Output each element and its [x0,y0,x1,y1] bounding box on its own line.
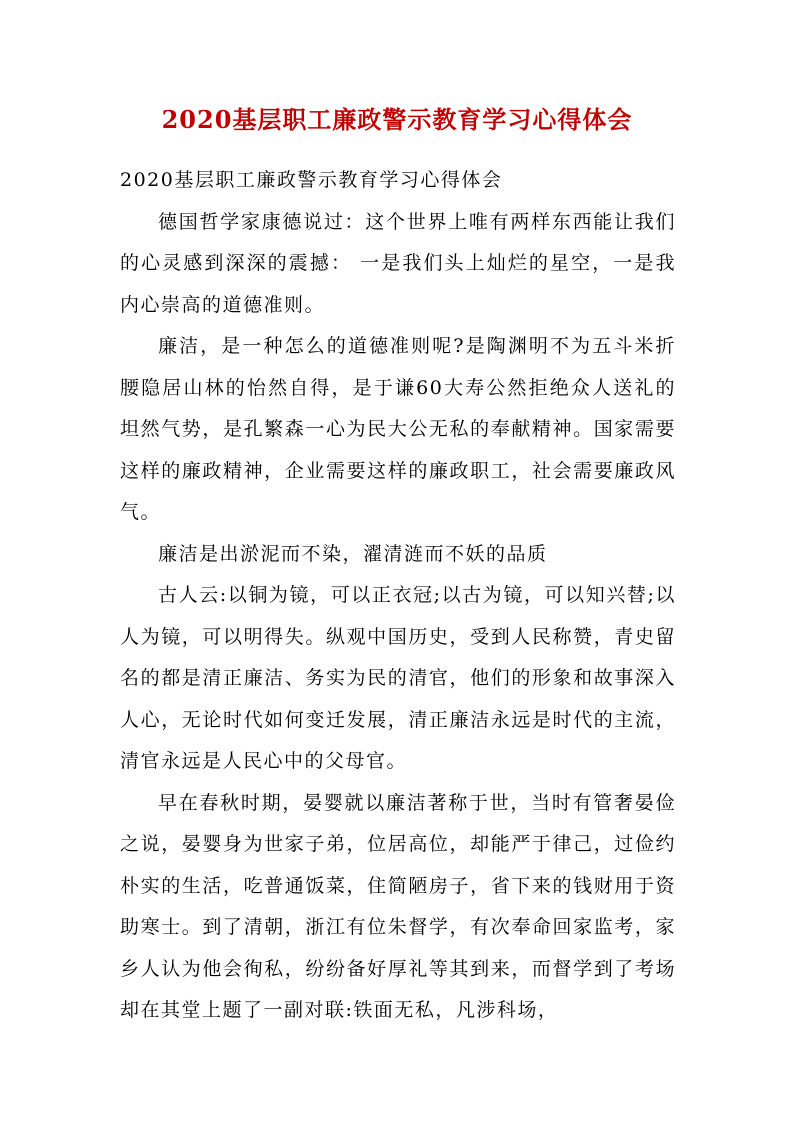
paragraph: 廉洁，是一种怎么的道德准则呢?是陶渊明不为五斗米折腰隐居山林的怡然自得，是于谦60大寿公然拒绝众人送礼的坦然气势，是孔繁森一心为民大公无私的奉献精神。国家需要这样的廉政精神，企业需要这样的廉政职工，社会需要廉政风气。 [120,335,676,523]
paragraph: 廉洁是出淤泥而不染，濯清涟而不妖的品质 [158,542,548,565]
paragraph: 早在春秋时期，晏婴就以廉洁著称于世，当时有管奢晏俭之说，晏婴身为世家子弟，位居高位，却能严于律己，过俭约朴实的生活，吃普通饭菜，住简陋房子，省下来的钱财用于资助寒士。到了清朝，浙江有位朱督学，有次奉命回家监考，家乡人认为他会徇私，纷纷备好厚礼等其到来，而督学到了考场却在其堂上题了一副对联:铁面无私，凡涉科场， [120,791,676,1021]
document-body [120,160,676,1032]
paragraph: 古人云:以铜为镜，可以正衣冠;以古为镜，可以知兴替;以人为镜，可以明得失。纵观中国历史，受到人民称赞，青史留名的都是清正廉洁、务实为民的清官，他们的形象和故事深入人心，无论时代如何变迁发展，清正廉洁永远是时代的主流，清官永远是人民心中的父母官。 [120,584,676,772]
paragraph: 德国哲学家康德说过：这个世界上唯有两样东西能让我们的心灵感到深深的震撼： 一是我们头上灿烂的星空，一是我内心崇高的道德准则。 [120,210,676,316]
document-title: 2020基层职工廉政警示教育学习心得体会 [161,105,633,134]
subtitle-line: 2020基层职工廉政警示教育学习心得体会 [120,169,503,191]
